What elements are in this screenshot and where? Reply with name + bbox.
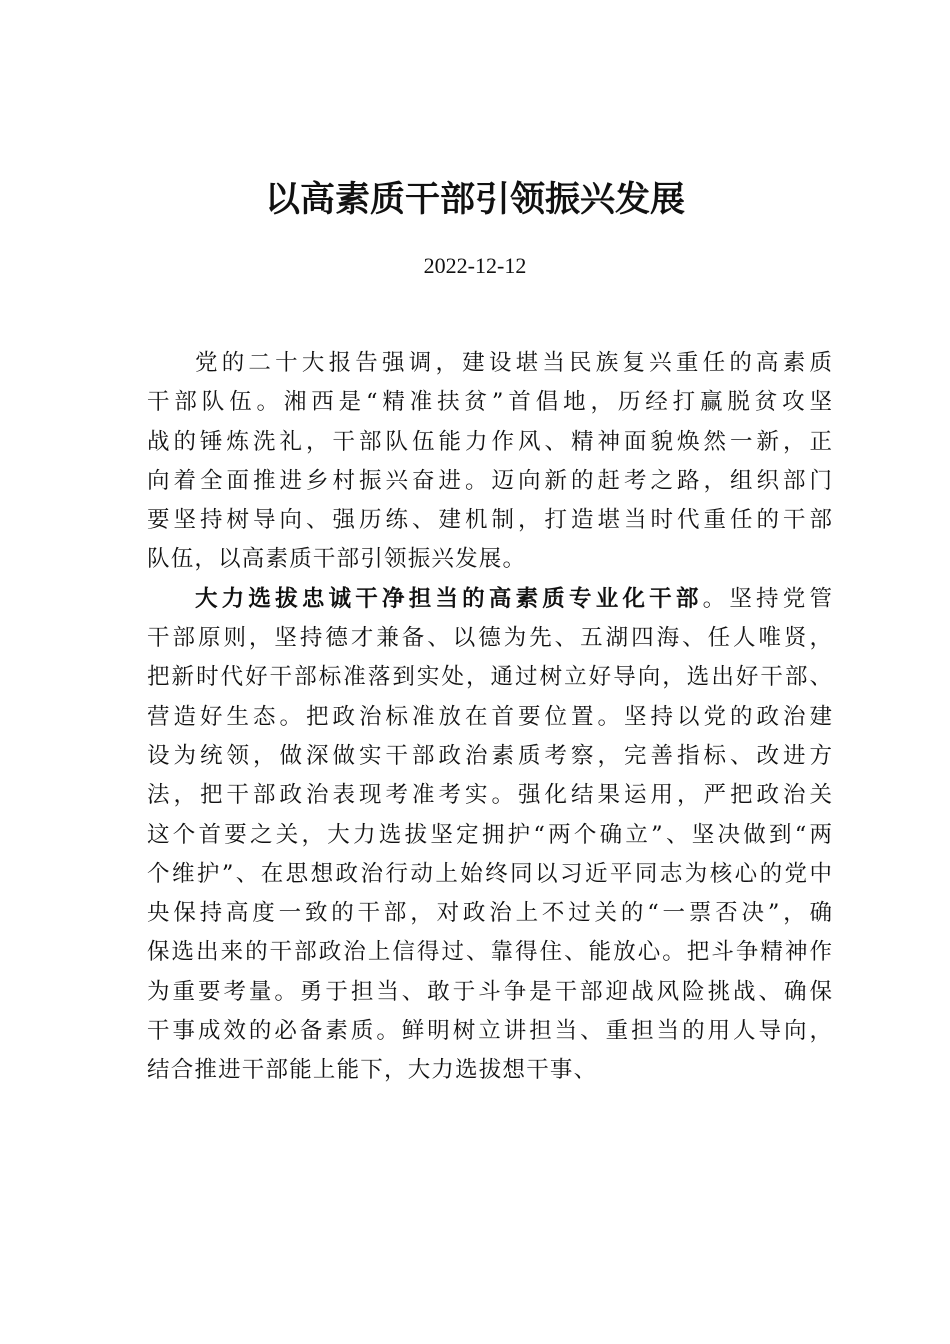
paragraph-line: 把新时代好干部标准落到实处，通过树立好导向，选出好干部、	[147, 664, 832, 691]
paragraph-line: 结合推进干部能上能下，大力选拔想干事、	[147, 1057, 598, 1084]
paragraph-line: 战的锤炼洗礼，干部队伍能力作风、精神面貌焕然一新，正	[147, 428, 832, 455]
paragraph-2	[147, 580, 832, 1091]
paragraph-line: 干部原则，坚持德才兼备、以德为先、五湖四海、任人唯贤，	[147, 625, 832, 652]
paragraph-line: 法，把干部政治表现考准考实。强化结果运用，严把政治关	[147, 782, 832, 809]
paragraph-1	[147, 344, 832, 580]
paragraph-line: 干事成效的必备素质。鲜明树立讲担当、重担当的用人导向，	[147, 1018, 832, 1045]
paragraph-line: 这个首要之关，大力选拔坚定拥护“两个确立”、坚决做到“两	[147, 821, 832, 848]
paragraph-first-line	[147, 580, 832, 619]
publish-date: 2022-12-12	[423, 253, 527, 278]
paragraph-lead-rest: 。坚持党管	[702, 585, 832, 612]
paragraph-line: 营造好生态。把政治标准放在首要位置。坚持以党的政治建	[147, 703, 832, 730]
paragraph-line: 为重要考量。勇于担当、敢于斗争是干部迎战风险挑战、确保	[147, 978, 832, 1005]
paragraph-line: 保选出来的干部政治上信得过、靠得住、能放心。把斗争精神作	[147, 939, 832, 966]
paragraph-lead-heading: 大力选拔忠诚干净担当的高素质专业化干部	[195, 585, 703, 612]
paragraph-line: 党的二十大报告强调，建设堪当民族复兴重任的高素质	[195, 350, 832, 376]
article-body	[147, 344, 832, 1091]
document-title: 以高素质干部引领振兴发展	[264, 179, 685, 220]
paragraph-line: 干部队伍。湘西是“精准扶贫”首倡地，历经打赢脱贫攻坚	[147, 389, 832, 416]
paragraph-line: 队伍，以高素质干部引领振兴发展。	[147, 546, 527, 573]
paragraph-line: 央保持高度一致的干部，对政治上不过关的“一票否决”，确	[147, 900, 832, 927]
paragraph-line: 设为统领，做深做实干部政治素质考察，完善指标、改进方	[147, 742, 832, 769]
paragraph-line: 向着全面推进乡村振兴奋进。迈向新的赶考之路，组织部门	[147, 467, 832, 494]
paragraph-line: 要坚持树导向、强历练、建机制，打造堪当时代重任的干部	[147, 507, 832, 534]
paragraph-line: 个维护”、在思想政治行动上始终同以习近平同志为核心的党中	[147, 860, 832, 887]
